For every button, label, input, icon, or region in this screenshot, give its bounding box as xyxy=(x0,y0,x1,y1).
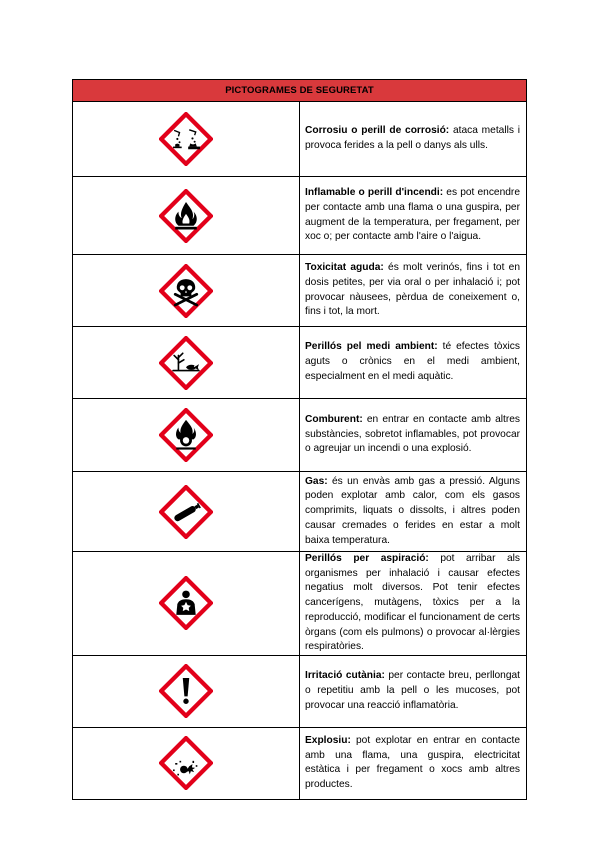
hazard-term: Toxicitat aguda: xyxy=(305,262,384,274)
pictogram-cell xyxy=(73,655,300,727)
description-cell xyxy=(300,727,527,799)
hazard-description: pot arribar als organismes per inhalació i causar efectes negatius molt diversos. Pot tenir efectes cancerígens, mutàgens, tòxics per a la reproducció, modificar el funcionament de certs òrgans (com els pulmons) o provocar al·lèrgies respiratòries. xyxy=(305,553,520,653)
skull-crossbones-icon xyxy=(159,264,213,318)
gas-cylinder-icon xyxy=(159,485,213,539)
table-row xyxy=(73,255,527,327)
hazard-description: pot explotar en entrar en contacte amb una flama, una guspira, electricitat estàtica i per fregament o xocs amb altres productes. xyxy=(305,735,520,791)
pictogram-cell xyxy=(73,727,300,799)
pictogram-cell xyxy=(73,399,300,472)
description-cell xyxy=(300,399,527,472)
hazard-term: Comburent: xyxy=(305,413,363,425)
hazard-description: és molt verinós, fins i tot en dosis petites, per via oral o per inhalació i; pot provocar nàusees, pèrdua de coneixement o, fins i tot, la mort. xyxy=(305,262,520,318)
safety-pictograms-table xyxy=(72,79,527,800)
environment-icon xyxy=(159,336,213,390)
hazard-description: ataca metalls i provoca ferides a la pell o danys als ulls. xyxy=(305,125,520,151)
table-title: PICTOGRAMES DE SEGURETAT xyxy=(73,80,527,102)
flame-over-circle-icon xyxy=(159,408,213,462)
hazard-term: Corrosiu o perill de corrosió: xyxy=(305,125,450,137)
hazard-term: Perillós pel medi ambient: xyxy=(305,341,438,353)
hazard-term: Gas: xyxy=(305,475,328,487)
exclamation-mark-icon xyxy=(159,664,213,718)
pictogram-cell xyxy=(73,327,300,399)
description-cell xyxy=(300,177,527,255)
description-cell xyxy=(300,552,527,656)
corrosive-icon xyxy=(159,112,213,166)
exploding-bomb-icon xyxy=(159,736,213,790)
description-cell xyxy=(300,472,527,552)
hazard-description: es pot encendre per contacte amb una flama o una guspira, per augment de la temperatura, per fregament, per xoc o; per contacte amb l'aire o l'aigua. xyxy=(305,187,520,243)
table-row xyxy=(73,399,527,472)
pictogram-cell xyxy=(73,255,300,327)
hazard-description: té efectes tòxics aguts o crònics en el medi ambient, especialment en el medi aquàtic. xyxy=(305,341,520,382)
table-row xyxy=(73,727,527,799)
table-row xyxy=(73,472,527,552)
table-row xyxy=(73,102,527,177)
hazard-description: en entrar en contacte amb altres substàncies, sobretot inflamables, pot provocar o agreujar un incendi o una explosió. xyxy=(305,413,520,455)
table-row xyxy=(73,655,527,727)
pictogram-cell xyxy=(73,102,300,177)
table-row xyxy=(73,327,527,399)
table-row xyxy=(73,177,527,255)
hazard-term: Explosiu: xyxy=(305,735,351,747)
description-cell xyxy=(300,102,527,177)
hazard-term: Inflamable o perill d'incendi: xyxy=(305,187,444,199)
health-hazard-icon xyxy=(159,576,213,630)
description-cell xyxy=(300,655,527,727)
table-row xyxy=(73,552,527,656)
description-cell xyxy=(300,255,527,327)
pictogram-cell xyxy=(73,552,300,656)
hazard-term: Perillós per aspiració: xyxy=(305,553,429,564)
hazard-description: és un envàs amb gas a pressió. Alguns poden explotar amb calor, com els gasos comprimits, liquats o dissolts, i altres poden causar cremades o ferides en estar a molt baixa temperatura. xyxy=(305,475,520,546)
flame-icon xyxy=(159,189,213,243)
table-header-row xyxy=(73,80,527,102)
hazard-description: per contacte breu, perllongat o repetitiu amb la pell o les mucoses, pot provocar una reacció inflamatòria. xyxy=(305,670,520,711)
hazard-term: Irritació cutània: xyxy=(305,670,385,682)
pictogram-cell xyxy=(73,472,300,552)
pictogram-cell xyxy=(73,177,300,255)
description-cell xyxy=(300,327,527,399)
